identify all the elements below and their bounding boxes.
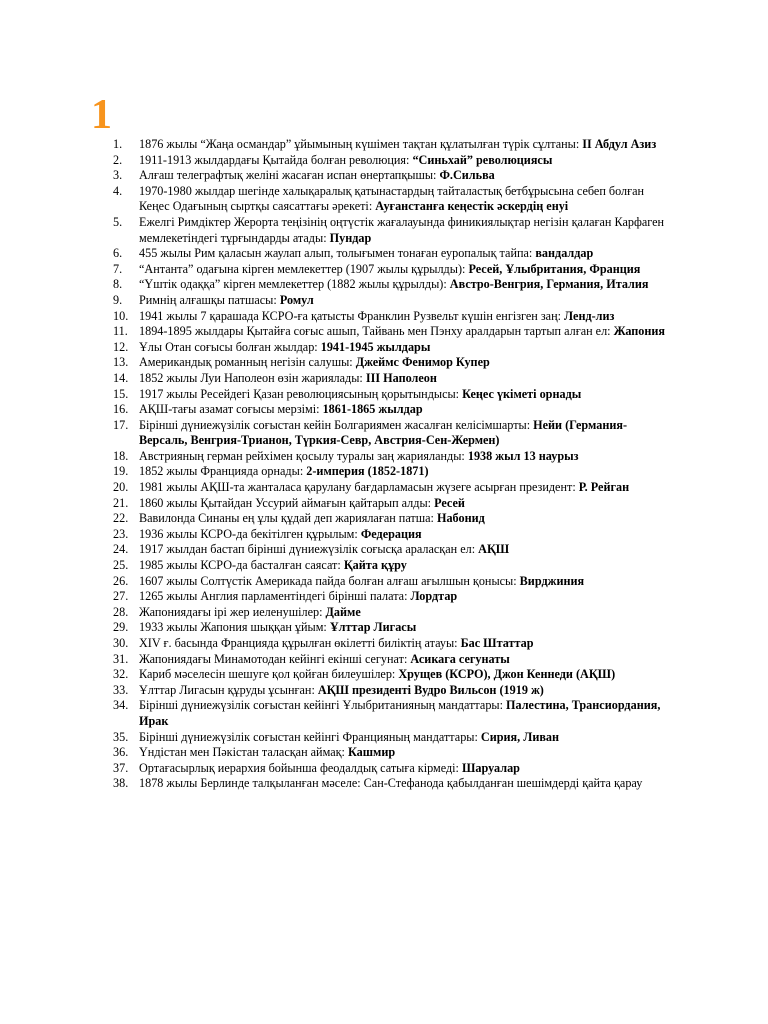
item-number: 13. (113, 355, 129, 370)
item-question: 1936 жылы КСРО-да бекітілген құрылым: (139, 526, 361, 541)
item-answer: 2-империя (1852-1871) (306, 464, 429, 479)
item-question: Ежелгі Римдіктер Жерорта теңізінің оңтүстік жағалауында финикиялықтар негізін қалаған Карфаген мемлекетіндегі тұрғындарды атады: (139, 214, 665, 245)
item-body (139, 496, 672, 512)
item-answer: Пундар (329, 230, 372, 245)
item-answer: Ромул (279, 292, 314, 307)
item-answer: Қайта құру (343, 558, 407, 573)
list-item (0, 667, 672, 683)
item-question: Бірінші дүниежүзілік соғыстан кейінгі Францияның мандаттары: (139, 729, 481, 744)
item-answer: 1938 жыл 13 наурыз (467, 448, 579, 463)
item-number: 17. (113, 417, 129, 432)
item-body (139, 402, 672, 418)
list-item (0, 309, 672, 325)
list-item (0, 277, 672, 293)
item-answer: Жапония (613, 324, 666, 339)
list-item (0, 480, 672, 496)
item-body (139, 137, 672, 153)
list-item (0, 293, 672, 309)
list-item (0, 371, 672, 387)
list-item (0, 761, 672, 777)
list-item (0, 246, 672, 262)
item-body (139, 277, 672, 293)
item-number: 18. (113, 448, 129, 463)
item-question: 455 жылы Рим қаласын жаулап алып, толығымен тонаған еуропалық тайпа: (139, 246, 536, 261)
item-question: Алғаш телеграфтық желіні жасаған испан өнертапқышы: (139, 168, 440, 183)
item-body (139, 418, 672, 449)
item-number: 3. (113, 168, 123, 183)
item-number: 22. (113, 511, 129, 526)
item-number: 36. (113, 745, 129, 760)
item-question: Бірінші дүниежүзілік соғыстан кейінгі Ұлыбританияның мандаттары: (139, 698, 507, 713)
item-question: 1917 жылдан бастап бірінші дүниежүзілік соғысқа араласқан ел: (139, 542, 479, 557)
item-number: 32. (113, 667, 129, 682)
list-item (0, 683, 672, 699)
list-item (0, 745, 672, 761)
list-item (0, 511, 672, 527)
item-number: 11. (113, 324, 128, 339)
item-body (139, 683, 672, 699)
item-body (139, 776, 672, 792)
item-body (139, 215, 672, 246)
list-item (0, 652, 672, 668)
list-item (0, 496, 672, 512)
item-number: 38. (113, 776, 129, 791)
item-answer: Асикага сегунаты (410, 651, 510, 666)
item-answer: Вирджиния (519, 573, 585, 588)
item-number: 6. (113, 246, 123, 261)
item-question: Бірінші дүниежүзілік соғыстан кейін Болгариямен жасалған келісімшарты: (139, 417, 534, 432)
item-question: Жапониядағы ірі жер иеленушілер: (139, 604, 326, 619)
item-number: 28. (113, 604, 129, 619)
item-answer: Кеңес үкіметі орнады (462, 386, 582, 401)
item-answer: II Абдул Азиз (582, 137, 657, 151)
item-question: 1894-1895 жылдары Қытайға соғыс ашып, Тайвань мен Пэнху аралдарын тартып алған ел: (139, 324, 614, 339)
item-question: 1852 жылы Луи Наполеон өзін жариялады: (139, 370, 366, 385)
list-item (0, 402, 672, 418)
item-body (139, 620, 672, 636)
item-question: 1876 жылы “Жаңа османдар” ұйымының күшімен тақтан құлатылған түрік сұлтаны: (139, 137, 583, 151)
item-number: 12. (113, 339, 129, 354)
item-body (139, 558, 672, 574)
item-number: 25. (113, 558, 129, 573)
item-body (139, 293, 672, 309)
item-answer: Р. Рейган (578, 480, 630, 495)
item-body (139, 324, 672, 340)
item-number: 2. (113, 152, 123, 167)
item-question: Кариб мәселесін шешуге қол қойған билеушілер: (139, 667, 399, 682)
item-number: 1. (113, 137, 123, 151)
item-answer: Австро-Венгрия, Германия, Италия (449, 277, 649, 292)
item-body (139, 246, 672, 262)
item-body (139, 449, 672, 465)
item-body (139, 667, 672, 683)
list-item (0, 589, 672, 605)
item-number: 33. (113, 682, 129, 697)
item-question: 1852 жылы Францияда орнады: (139, 464, 307, 479)
item-question: АҚШ-тағы азамат соғысы мерзімі: (139, 402, 323, 417)
item-answer: Шаруалар (462, 760, 520, 775)
item-question: Австрияның герман рейхімен қосылу туралы заң жарияланды: (139, 448, 468, 463)
item-answer: Набонид (436, 511, 485, 526)
item-answer: АҚШ (478, 542, 510, 557)
item-answer: Дайме (325, 604, 361, 619)
item-body (139, 652, 672, 668)
item-number: 29. (113, 620, 129, 635)
item-body (139, 262, 672, 278)
item-number: 9. (113, 292, 123, 307)
item-question: Вавилонда Синаны ең ұлы құдай деп жариялаған патша: (139, 511, 437, 526)
item-body (139, 309, 672, 325)
item-answer: Нейи (Германия-Версаль, Венгрия-Трианон, Түркия-Севр, Австрия-Сен-Жермен) (139, 417, 628, 448)
item-answer: Ресей, Ұлыбритания, Франция (468, 261, 641, 276)
page-number: 1 (91, 92, 112, 138)
item-body (139, 387, 672, 403)
item-body (139, 511, 672, 527)
item-question: 1860 жылы Қытайдан Уссурий аймағын қайтарып алды: (139, 495, 435, 510)
item-number: 16. (113, 402, 129, 417)
item-question: 1917 жылы Ресейдегі Қазан революциясының қорытындысы: (139, 386, 463, 401)
list-item (0, 730, 672, 746)
item-answer: III Наполеон (365, 370, 437, 385)
item-answer: 1861-1865 жылдар (322, 402, 423, 417)
item-number: 21. (113, 495, 129, 510)
item-question: Үндістан мен Пәкістан таласқан аймақ: (139, 745, 348, 760)
list-item (0, 184, 672, 215)
list-item (0, 542, 672, 558)
item-answer: 1941-1945 жылдары (320, 339, 431, 354)
item-question: “Үштік одаққа” кірген мемлекеттер (1882 жылы құрылды): (139, 277, 450, 292)
list-item (0, 620, 672, 636)
item-body (139, 605, 672, 621)
item-answer: Лордтар (410, 589, 458, 604)
item-body (139, 153, 672, 169)
item-number: 34. (113, 698, 129, 713)
item-question: Римнің алғашқы патшасы: (139, 292, 280, 307)
list-item (0, 418, 672, 449)
list-item (0, 527, 672, 543)
item-body (139, 542, 672, 558)
item-answer: Джеймс Фенимор Купер (355, 355, 490, 370)
item-answer: Федерация (360, 526, 422, 541)
item-answer: АҚШ президенті Вудро Вильсон (1919 ж) (317, 682, 544, 697)
item-number: 30. (113, 636, 129, 650)
item-answer: вандалдар (535, 246, 594, 261)
item-number: 7. (113, 261, 123, 276)
item-body (139, 464, 672, 480)
item-body (139, 574, 672, 590)
list-item (0, 355, 672, 371)
item-number: 19. (113, 464, 129, 479)
list-item (0, 636, 672, 652)
item-number: 24. (113, 542, 129, 557)
list-item (0, 324, 672, 340)
item-question: Ортағасырлық иерархия бойынша феодалдық сатыға кірмеді: (139, 760, 462, 775)
item-answer: Ресей (434, 495, 465, 510)
item-body (139, 480, 672, 496)
item-body (139, 745, 672, 761)
item-number: 23. (113, 526, 129, 541)
item-answer: Бас Штаттар (460, 636, 534, 650)
item-answer: Сирия, Ливан (480, 729, 560, 744)
item-body (139, 761, 672, 777)
item-number: 27. (113, 589, 129, 604)
item-number: 31. (113, 651, 129, 666)
item-question: 1941 жылы 7 қарашада КСРО-ға қатысты Франклин Рузвельт күшін енгізген заң: (139, 308, 565, 323)
item-question: XIV ғ. басында Францияда құрылған өкілетті биліктің атауы: (139, 636, 461, 650)
item-answer: Ауғанстанға кеңестік әскердің енуі (375, 199, 569, 214)
item-body (139, 527, 672, 543)
item-answer: Хрущев (КСРО), Джон Кеннеди (АҚШ) (398, 667, 616, 682)
item-question: “Антанта” одағына кірген мемлекеттер (1907 жылы құрылды): (139, 261, 469, 276)
item-question: 1970-1980 жылдар шегінде халықаралық қатынастардың тайталастық бетбұрысына себеп болған Кеңес Одағының сыртқы саясаттағы әрекеті: (139, 183, 645, 214)
item-body (139, 371, 672, 387)
item-question: 1985 жылы КСРО-да басталған саясат: (139, 558, 344, 573)
item-body (139, 168, 672, 184)
item-question: 1911-1913 жылдардағы Қытайда болған революция: (139, 152, 413, 167)
item-body (139, 355, 672, 371)
item-body (139, 730, 672, 746)
list-item (0, 558, 672, 574)
list-item (0, 698, 672, 729)
list-item (0, 215, 672, 246)
item-body (139, 589, 672, 605)
item-answer: Кашмир (347, 745, 396, 760)
item-answer: Ленд-лиз (564, 308, 615, 323)
item-number: 37. (113, 760, 129, 775)
list-item (0, 464, 672, 480)
list-item (0, 449, 672, 465)
item-question: 1265 жылы Англия парламентіндегі бірінші палата: (139, 589, 411, 604)
item-number: 14. (113, 370, 129, 385)
item-body (139, 636, 672, 652)
item-question: Жапониядағы Минамотодан кейінгі екінші сегунат: (139, 651, 411, 666)
item-body (139, 698, 672, 729)
list-item (0, 574, 672, 590)
item-question: 1933 жылы Жапония шыққан ұйым: (139, 620, 330, 635)
item-answer: “Синьхай” революциясы (412, 152, 553, 167)
item-question: Ұлы Отан соғысы болған жылдар: (139, 339, 321, 354)
item-number: 5. (113, 214, 123, 229)
list-item (0, 137, 672, 153)
list-item (0, 153, 672, 169)
item-number: 35. (113, 729, 129, 744)
item-question: Американдық романның негізін салушы: (139, 355, 356, 370)
item-answer: Ф.Сильва (439, 168, 495, 183)
item-number: 8. (113, 277, 123, 292)
list-item (0, 340, 672, 356)
item-number: 4. (113, 183, 123, 198)
item-question: 1981 жылы АҚШ-та жанталаса қарулану бағдарламасын жүзеге асырған президент: (139, 480, 579, 495)
item-question: 1607 жылы Солтүстік Америкада пайда болған алғаш ағылшын қонысы: (139, 573, 520, 588)
list-item (0, 387, 672, 403)
list-item (0, 776, 672, 792)
item-question: 1878 жылы Берлинде талқыланған мәселе: Сан-Стефанода қабылданған шешімдерді қайта қарау (139, 776, 643, 791)
item-body (139, 184, 672, 215)
item-number: 26. (113, 573, 129, 588)
item-question: Ұлттар Лигасын құруды ұсынған: (139, 682, 318, 697)
list-item (0, 168, 672, 184)
list-item (0, 262, 672, 278)
list-item (0, 605, 672, 621)
item-number: 20. (113, 480, 129, 495)
item-answer: Палестина, Трансиордания, Ирак (139, 698, 661, 728)
question-list (0, 137, 672, 792)
item-body (139, 340, 672, 356)
item-number: 10. (113, 308, 129, 323)
item-number: 15. (113, 386, 129, 401)
item-answer: Ұлттар Лигасы (329, 620, 417, 635)
